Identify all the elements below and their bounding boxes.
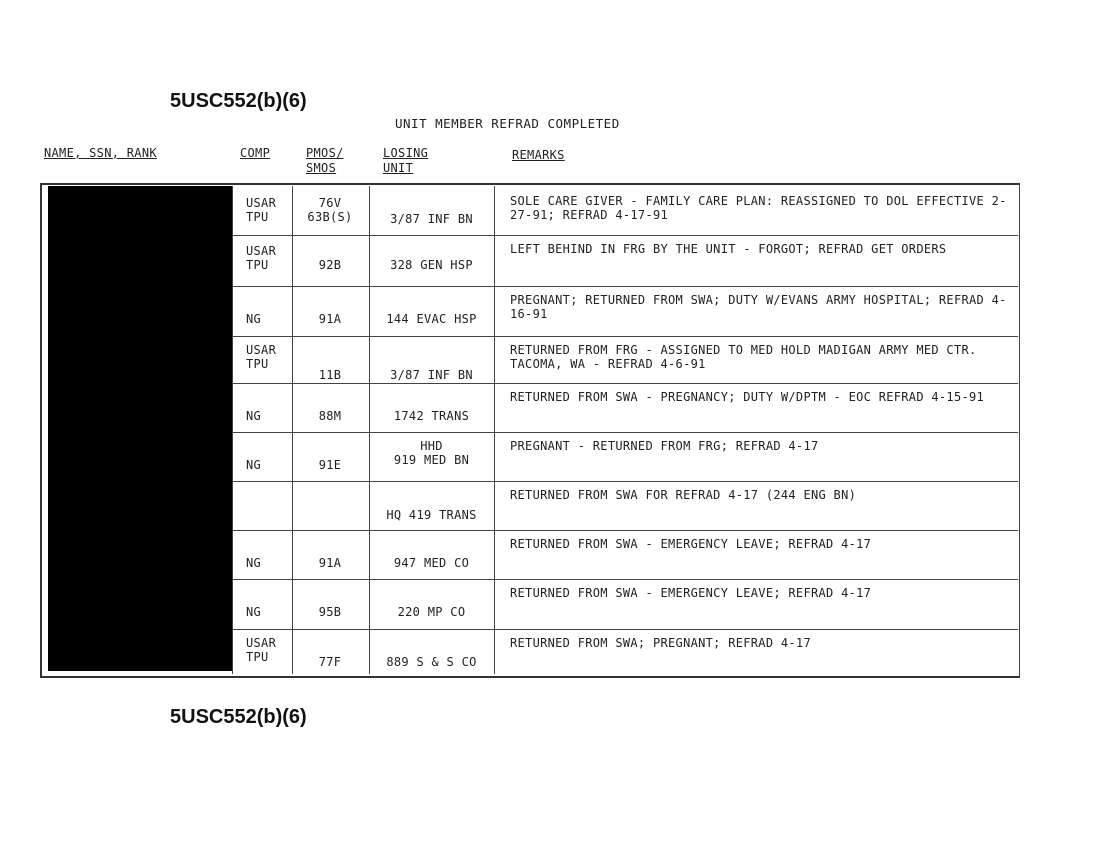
comp-cell: NG bbox=[246, 556, 262, 570]
pmos-cell: 91A bbox=[318, 312, 342, 326]
losing-unit-cell: 1742 TRANS bbox=[393, 409, 470, 423]
table-row bbox=[232, 287, 1018, 337]
losing-unit-cell: 144 EVAC HSP bbox=[386, 312, 477, 326]
remarks-cell: RETURNED FROM SWA; PREGNANT; REFRAD 4-17 bbox=[510, 636, 811, 650]
pmos-cell: 92B bbox=[318, 258, 342, 272]
remarks-cell: RETURNED FROM SWA - EMERGENCY LEAVE; REFRAD 4-17 bbox=[510, 586, 872, 600]
remarks-cell: PREGNANT; RETURNED FROM SWA; DUTY W/EVANS ARMY HOSPITAL; REFRAD 4-16-91 bbox=[510, 293, 1007, 321]
pmos-cell: 11B bbox=[318, 368, 342, 382]
remarks-cell: RETURNED FROM FRG - ASSIGNED TO MED HOLD MADIGAN ARMY MED CTR. TACOMA, WA - REFRAD 4-6-91 bbox=[510, 343, 977, 371]
redacted-names-block bbox=[48, 186, 232, 671]
remarks-cell: SOLE CARE GIVER - FAMILY CARE PLAN: REASSIGNED TO DOL EFFECTIVE 2-27-91; REFRAD 4-17-91 bbox=[510, 194, 1007, 222]
pmos-cell: 76V 63B(S) bbox=[307, 196, 353, 224]
table-row bbox=[232, 384, 1018, 433]
redaction-label-top: 5USC552(b)(6) bbox=[170, 90, 307, 112]
table-row bbox=[232, 482, 1018, 531]
header-remarks: REMARKS bbox=[512, 148, 565, 162]
table-row bbox=[232, 236, 1018, 287]
remarks-cell: RETURNED FROM SWA - EMERGENCY LEAVE; REFRAD 4-17 bbox=[510, 537, 872, 551]
table-row bbox=[232, 188, 1018, 236]
losing-unit-cell: HHD 919 MED BN bbox=[393, 439, 470, 467]
comp-cell: NG bbox=[246, 409, 262, 423]
losing-unit-cell: 3/87 INF BN bbox=[390, 212, 473, 226]
pmos-cell: 91A bbox=[318, 556, 342, 570]
remarks-cell: PREGNANT - RETURNED FROM FRG; REFRAD 4-17 bbox=[510, 439, 819, 453]
header-name-ssn-rank: NAME, SSN, RANK bbox=[44, 146, 157, 160]
pmos-cell: 95B bbox=[318, 605, 342, 619]
header-losing-unit: LOSING UNIT bbox=[383, 146, 429, 175]
table-row bbox=[232, 630, 1018, 675]
table-row bbox=[232, 433, 1018, 482]
losing-unit-cell: 3/87 INF BN bbox=[390, 368, 473, 382]
comp-cell: USAR TPU bbox=[246, 636, 277, 664]
header-comp: COMP bbox=[240, 146, 271, 160]
losing-unit-cell: 889 S & S CO bbox=[386, 655, 477, 669]
comp-cell: NG bbox=[246, 605, 262, 619]
redaction-label-bottom: 5USC552(b)(6) bbox=[170, 706, 307, 728]
comp-cell: USAR TPU bbox=[246, 244, 277, 272]
losing-unit-cell: 220 MP CO bbox=[397, 605, 466, 619]
losing-unit-cell: HQ 419 TRANS bbox=[386, 508, 477, 522]
pmos-cell: 77F bbox=[318, 655, 342, 669]
comp-cell: USAR TPU bbox=[246, 196, 277, 224]
remarks-cell: RETURNED FROM SWA - PREGNANCY; DUTY W/DPTM - EOC REFRAD 4-15-91 bbox=[510, 390, 985, 404]
comp-cell: USAR TPU bbox=[246, 343, 277, 371]
table-row bbox=[232, 337, 1018, 384]
losing-unit-cell: 328 GEN HSP bbox=[390, 258, 473, 272]
document-title: UNIT MEMBER REFRAD COMPLETED bbox=[395, 116, 620, 131]
losing-unit-cell: 947 MED CO bbox=[393, 556, 470, 570]
pmos-cell: 88M bbox=[318, 409, 342, 423]
table-row bbox=[232, 531, 1018, 580]
pmos-cell: 91E bbox=[318, 458, 342, 472]
comp-cell: NG bbox=[246, 312, 262, 326]
remarks-cell: LEFT BEHIND IN FRG BY THE UNIT - FORGOT; REFRAD GET ORDERS bbox=[510, 242, 947, 256]
remarks-cell: RETURNED FROM SWA FOR REFRAD 4-17 (244 ENG BN) bbox=[510, 488, 857, 502]
header-pmos-smos: PMOS/ SMOS bbox=[306, 146, 344, 175]
comp-cell: NG bbox=[246, 458, 262, 472]
table-row bbox=[232, 580, 1018, 630]
